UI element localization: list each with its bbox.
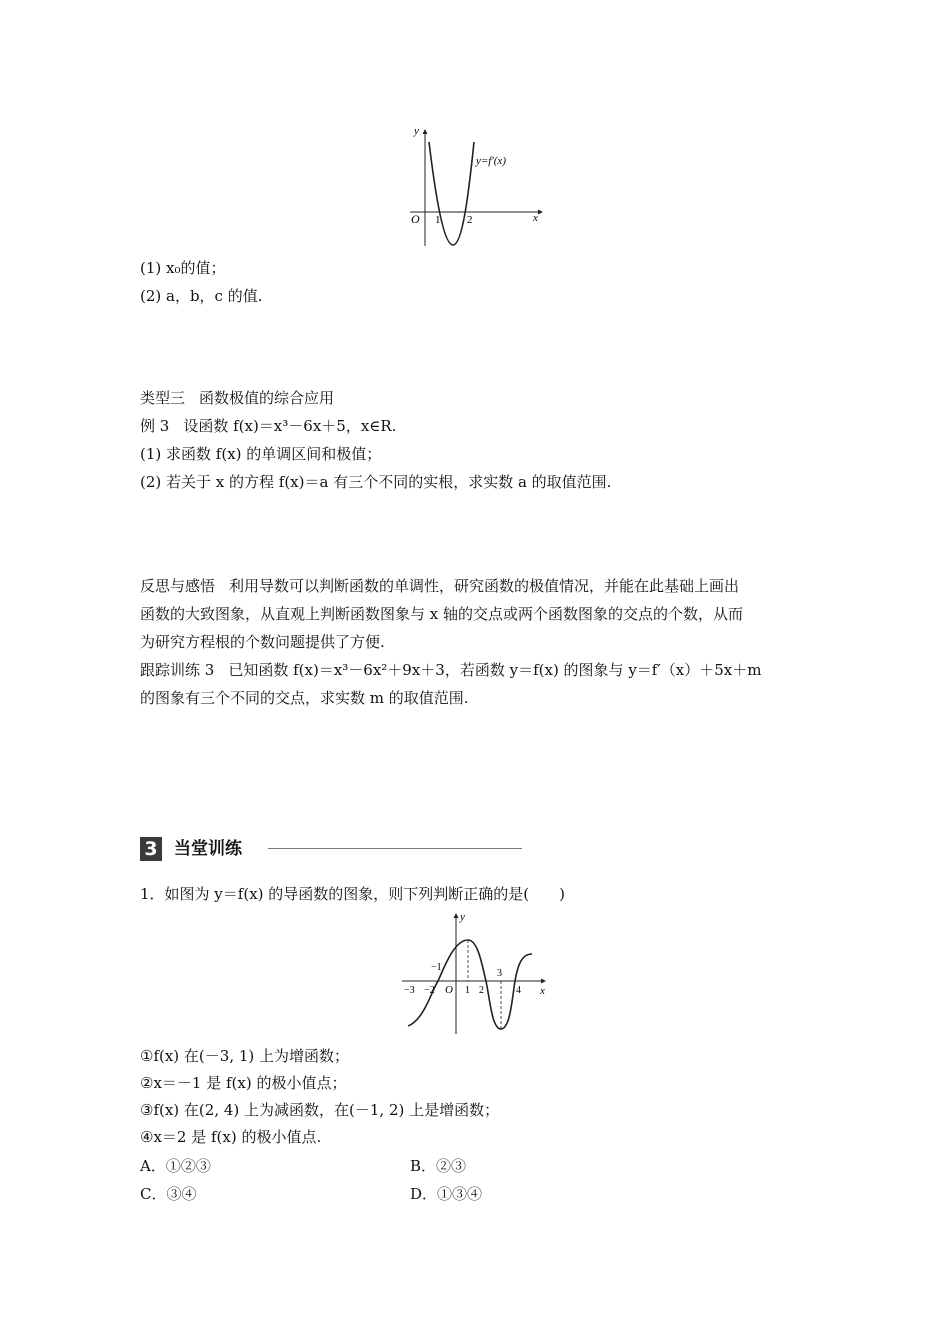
x-axis-label: x: [533, 212, 538, 224]
section-header: [140, 836, 522, 862]
reflection-label: 反思与感悟: [140, 577, 216, 595]
x-axis-arrow: [538, 210, 543, 215]
y-axis-arrow: [454, 913, 459, 918]
tick-label-1: 1: [435, 214, 441, 226]
tick-label-2: 2: [467, 214, 473, 226]
example3-text: 设函数 f(x)＝x³－6x＋5，x∈R.: [183, 417, 397, 435]
origin-label: O: [445, 984, 453, 996]
option-a[interactable]: A．①②③: [140, 1157, 211, 1175]
type3-heading: [140, 388, 334, 408]
y-axis-label: y: [414, 125, 419, 137]
derivative-wave-figure: [398, 910, 558, 1036]
reflection-text1: 利用导数可以判断函数的单调性，研究函数的极值情况，并能在此基础上画出: [229, 577, 740, 595]
tick-label-1: 1: [465, 985, 470, 996]
statement-3: ③f(x) 在(2, 4) 上为减函数，在(－1, 2) 上是增函数；: [140, 1101, 500, 1119]
example2-q1: (1) x₀的值；: [140, 259, 226, 277]
example2-q2: (2) a，b，c 的值.: [140, 287, 263, 305]
section-title: 当堂训练: [174, 839, 242, 859]
derivative-graph-figure: [400, 120, 550, 250]
reflection-line1: [140, 576, 739, 596]
statement-1: ①f(x) 在(－3, 1) 上为增函数；: [140, 1047, 350, 1065]
followup-text1: 已知函数 f(x)＝x³－6x²＋9x＋3，若函数 y＝f(x) 的图象与 y＝f′（x）＋5x＋m: [228, 661, 762, 679]
question1-stem: 1．如图为 y＝f(x) 的导函数的图象，则下列判断正确的是( ): [140, 885, 565, 903]
tick-label-minus1: −1: [431, 962, 442, 973]
tick-label-2: 2: [479, 985, 484, 996]
section-rule: [268, 848, 522, 849]
statement-4: ④x＝2 是 f(x) 的极小值点.: [140, 1128, 322, 1146]
option-d[interactable]: D．①③④: [410, 1185, 483, 1203]
followup-line1: [140, 660, 761, 680]
x-axis-arrow: [541, 979, 546, 984]
statement-2: ②x＝－1 是 f(x) 的极小值点；: [140, 1074, 347, 1092]
origin-label: O: [411, 212, 420, 226]
example3-label: 例 3: [140, 417, 170, 435]
option-b[interactable]: B．②③: [410, 1157, 467, 1175]
followup-label: 跟踪训练 3: [140, 661, 215, 679]
type3-title: 函数极值的综合应用: [199, 389, 335, 407]
parabola-curve: [429, 142, 474, 245]
curve-label: y=f′(x): [476, 155, 506, 167]
tick-label-3: 3: [497, 968, 502, 979]
followup-line2: 的图象有三个不同的交点，求实数 m 的取值范围.: [140, 689, 469, 707]
type3-prefix: 类型三: [140, 389, 186, 407]
example3-q2: (2) 若关于 x 的方程 f(x)＝a 有三个不同的实根，求实数 a 的取值范围.: [140, 473, 612, 491]
y-axis-label: y: [460, 911, 465, 923]
tick-label-minus3: −3: [404, 985, 415, 996]
x-axis-label: x: [540, 985, 545, 997]
section-number-badge: 3: [140, 837, 162, 861]
y-axis-arrow: [423, 129, 428, 134]
example3: [140, 416, 396, 436]
tick-label-minus2: −2: [424, 985, 435, 996]
reflection-line2: 函数的大致图象，从直观上判断函数图象与 x 轴的交点或两个函数图象的交点的个数，从而: [140, 605, 743, 623]
example3-q1: (1) 求函数 f(x) 的单调区间和极值；: [140, 445, 382, 463]
reflection-line3: 为研究方程根的个数问题提供了方便.: [140, 633, 385, 651]
option-c[interactable]: C．③④: [140, 1185, 197, 1203]
tick-label-4: 4: [516, 985, 521, 996]
